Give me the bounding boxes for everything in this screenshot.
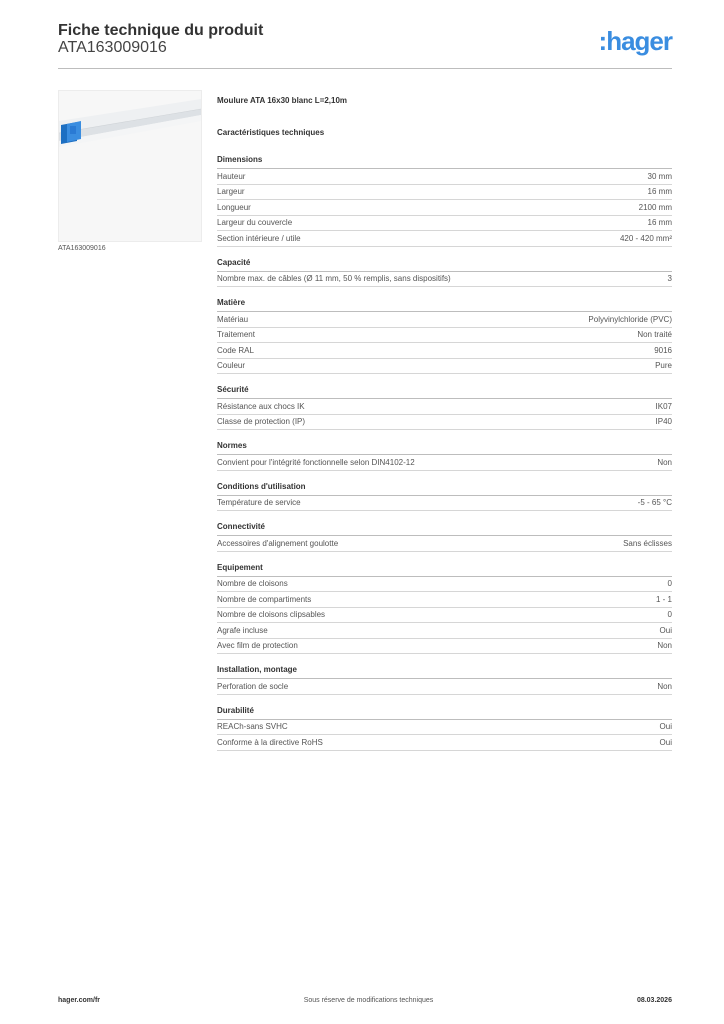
header-divider [58,68,672,69]
specs-heading: Caractéristiques techniques [217,128,325,137]
spec-row [217,720,672,736]
spec-label: Classe de protection (IP) [217,417,306,427]
section-title: Conditions d'utilisation [217,482,672,496]
spec-section [217,706,672,751]
spec-value: Non [657,457,672,467]
spec-value: 30 mm [647,171,672,181]
product-image [58,90,202,242]
spec-value: Non [657,681,672,691]
spec-row [217,496,672,512]
image-caption: ATA163009016 [58,245,106,252]
spec-value: 420 - 420 mm² [619,233,672,243]
spec-row [217,577,672,593]
spec-section [217,482,672,512]
spec-value: 1 - 1 [655,594,672,604]
product-name: Moulure ATA 16x30 blanc L=2,10m [217,96,348,105]
spec-section [217,441,672,471]
section-title: Matière [217,298,672,312]
spec-value: IP40 [655,417,672,427]
specifications [217,96,672,762]
spec-label: Largeur du couvercle [217,218,293,228]
spec-value: Non traité [637,330,672,340]
hager-logo: :hager [598,26,672,56]
spec-value: Pure [655,361,672,371]
spec-section [217,155,672,247]
spec-sections [217,155,672,751]
spec-value: IK07 [655,401,672,411]
section-title: Capacité [217,258,672,272]
section-title: Dimensions [217,155,672,169]
spec-row [217,328,672,344]
spec-value: 0 [667,610,672,620]
section-title: Normes [217,441,672,455]
spec-value: Sans éclisses [623,538,672,548]
spec-label: Traitement [217,330,255,340]
spec-label: REACh-sans SVHC [217,722,288,732]
section-title: Equipement [217,563,672,577]
spec-row [217,639,672,655]
spec-label: Agrafe incluse [217,625,268,635]
spec-section [217,665,672,695]
spec-label: Nombre de cloisons [217,579,288,589]
section-title: Durabilité [217,706,672,720]
section-title: Sécurité [217,385,672,399]
spec-section [217,258,672,288]
spec-value: 0 [667,579,672,589]
spec-label: Température de service [217,498,301,508]
spec-label: Couleur [217,361,246,371]
spec-section [217,385,672,430]
footer-date: 08.03.2026 [636,997,672,1004]
spec-section [217,522,672,552]
spec-row [217,185,672,201]
page-title: Fiche technique du produit [58,22,264,39]
spec-value: Polyvinylchloride (PVC) [588,314,672,324]
product-reference: ATA163009016 [58,39,167,56]
spec-section [217,563,672,655]
footer-notice: Sous réserve de modifications techniques [303,997,434,1004]
spec-row [217,200,672,216]
spec-row [217,399,672,415]
spec-row [217,536,672,552]
spec-section [217,298,672,374]
spec-label: Code RAL [217,345,254,355]
spec-value: 9016 [654,345,672,355]
footer-website: hager.com/fr [58,997,101,1004]
spec-row [217,679,672,695]
spec-value: Oui [659,625,672,635]
spec-label: Hauteur [217,171,246,181]
spec-value: -5 - 65 °C [637,498,672,508]
spec-value: Non [657,641,672,651]
spec-label: Section intérieure / utile [217,233,301,243]
spec-label: Matériau [217,314,249,324]
spec-row [217,272,672,288]
spec-label: Accessoires d'alignement goulotte [217,538,339,548]
spec-row [217,735,672,751]
page-footer [58,997,672,1004]
spec-row [217,455,672,471]
spec-row [217,608,672,624]
section-title: Connectivité [217,522,672,536]
spec-row [217,359,672,375]
spec-row [217,231,672,247]
spec-label: Largeur [217,187,245,197]
spec-row [217,592,672,608]
spec-label: Convient pour l'intégrité fonctionnelle selon DIN4102-12 [217,457,415,467]
spec-row [217,169,672,185]
spec-label: Nombre max. de câbles (Ø 11 mm, 50 % remplis, sans dispositifs) [217,274,451,284]
section-title: Installation, montage [217,665,672,679]
spec-value: 16 mm [647,218,672,228]
spec-label: Perforation de socle [217,681,289,691]
spec-label: Conforme à la directive RoHS [217,737,323,747]
spec-value: 3 [667,274,672,284]
spec-value: Oui [659,737,672,747]
spec-label: Avec film de protection [217,641,298,651]
spec-label: Longueur [217,202,251,212]
spec-value: 2100 mm [638,202,672,212]
spec-row [217,623,672,639]
spec-label: Résistance aux chocs IK [217,401,305,411]
spec-value: 16 mm [647,187,672,197]
spec-row [217,343,672,359]
spec-row [217,216,672,232]
spec-row [217,312,672,328]
spec-value: Oui [659,722,672,732]
spec-label: Nombre de compartiments [217,594,312,604]
cable-trunking-illustration [59,91,201,241]
spec-label: Nombre de cloisons clipsables [217,610,326,620]
spec-row [217,415,672,431]
